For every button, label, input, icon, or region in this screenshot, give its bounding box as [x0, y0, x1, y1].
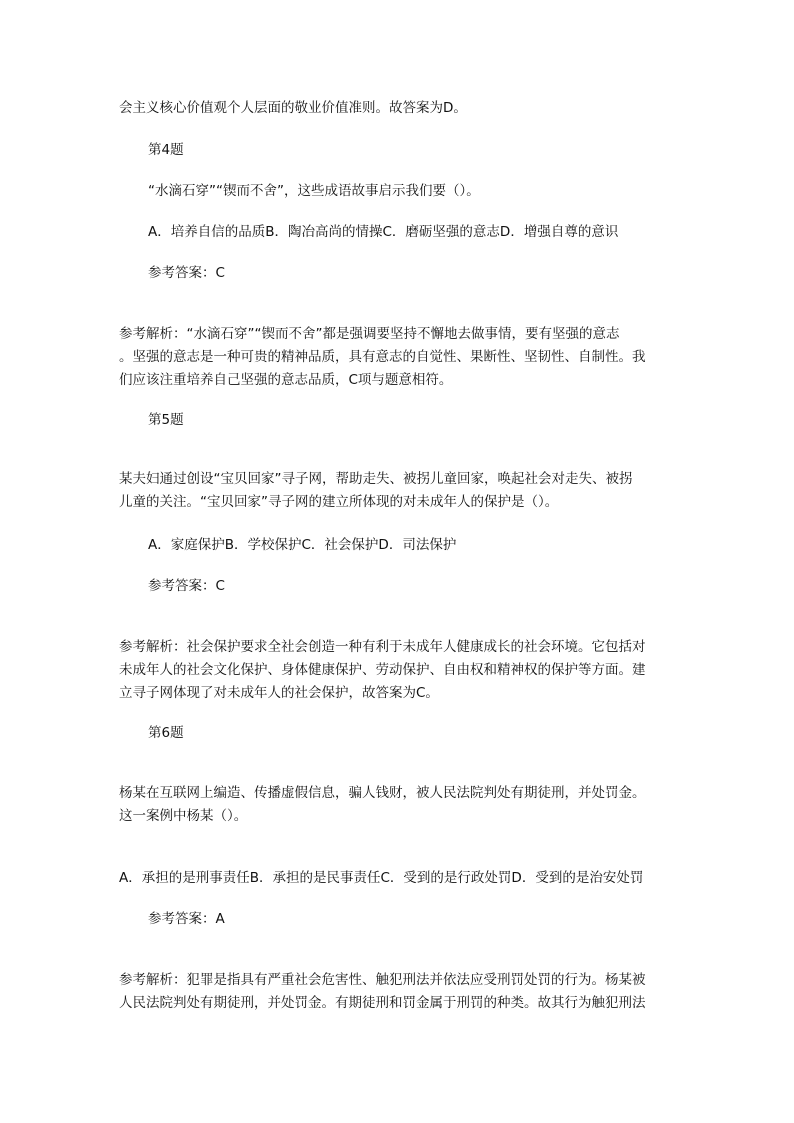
q5-question [119, 468, 675, 514]
q5-options: A．家庭保护B．学校保护C．社会保护D．司法保护 [148, 537, 457, 553]
q4-analysis-line: 们应该注重培养自己坚强的意志品质，C项与题意相符。 [119, 372, 453, 388]
intro-line: 会主义核心价值观个人层面的敬业价值准则。故答案为D。 [119, 100, 467, 116]
q5-analysis-line: 立寻子网体现了对未成年人的社会保护，故答案为C。 [119, 685, 439, 701]
q6-title: 第6题 [148, 725, 184, 741]
q6-question [119, 782, 675, 828]
q6-analysis [119, 969, 675, 1015]
q5-title: 第5题 [148, 412, 184, 428]
q4-answer: 参考答案：C [148, 265, 225, 281]
q4-analysis [119, 323, 675, 392]
q4-analysis-line: 。坚强的意志是一种可贵的精神品质，具有意志的自觉性、果断性、坚韧性、自制性。我 [119, 349, 646, 365]
q6-analysis-line: 参考解析：犯罪是指具有严重社会危害性、触犯刑法并依法应受刑罚处罚的行为。杨某被 [119, 972, 646, 988]
q5-question-line: 儿童的关注。“宝贝回家”寻子网的建立所体现的对未成年人的保护是（）。 [119, 494, 559, 510]
q6-answer: 参考答案：A [148, 911, 225, 927]
q4-analysis-line: 参考解析：“水滴石穿”“锲而不舍”都是强调要坚持不懈地去做事情，要有坚强的意志 [119, 326, 620, 342]
q6-question-line: 这一案例中杨某（）。 [119, 808, 248, 824]
q4-question: “水滴石穿”“锲而不舍”，这些成语故事启示我们要（）。 [148, 183, 480, 199]
q6-options: A．承担的是刑事责任B．承担的是民事责任C．受到的是行政处罚D．受到的是治安处罚 [119, 870, 644, 886]
q6-question-line: 杨某在互联网上编造、传播虚假信息，骗人钱财，被人民法院判处有期徒刑，并处罚金。 [119, 785, 646, 801]
q6-analysis-line: 人民法院判处有期徒刑，并处罚金。有期徒刑和罚金属于刑罚的种类。故其行为触犯刑法 [119, 995, 646, 1011]
q5-analysis [119, 636, 675, 705]
q5-question-line: 某夫妇通过创设“宝贝回家”寻子网，帮助走失、被拐儿童回家，唤起社会对走失、被拐 [119, 471, 633, 487]
q4-title: 第4题 [148, 142, 184, 158]
q5-analysis-line: 参考解析：社会保护要求全社会创造一种有利于未成年人健康成长的社会环境。它包括对 [119, 639, 646, 655]
q5-analysis-line: 未成年人的社会文化保护、身体健康保护、劳动保护、自由权和精神权的保护等方面。建 [119, 662, 646, 678]
q4-options: A．培养自信的品质B．陶冶高尚的情操C．磨砺坚强的意志D．增强自尊的意识 [148, 224, 619, 240]
q5-answer: 参考答案：C [148, 578, 225, 594]
